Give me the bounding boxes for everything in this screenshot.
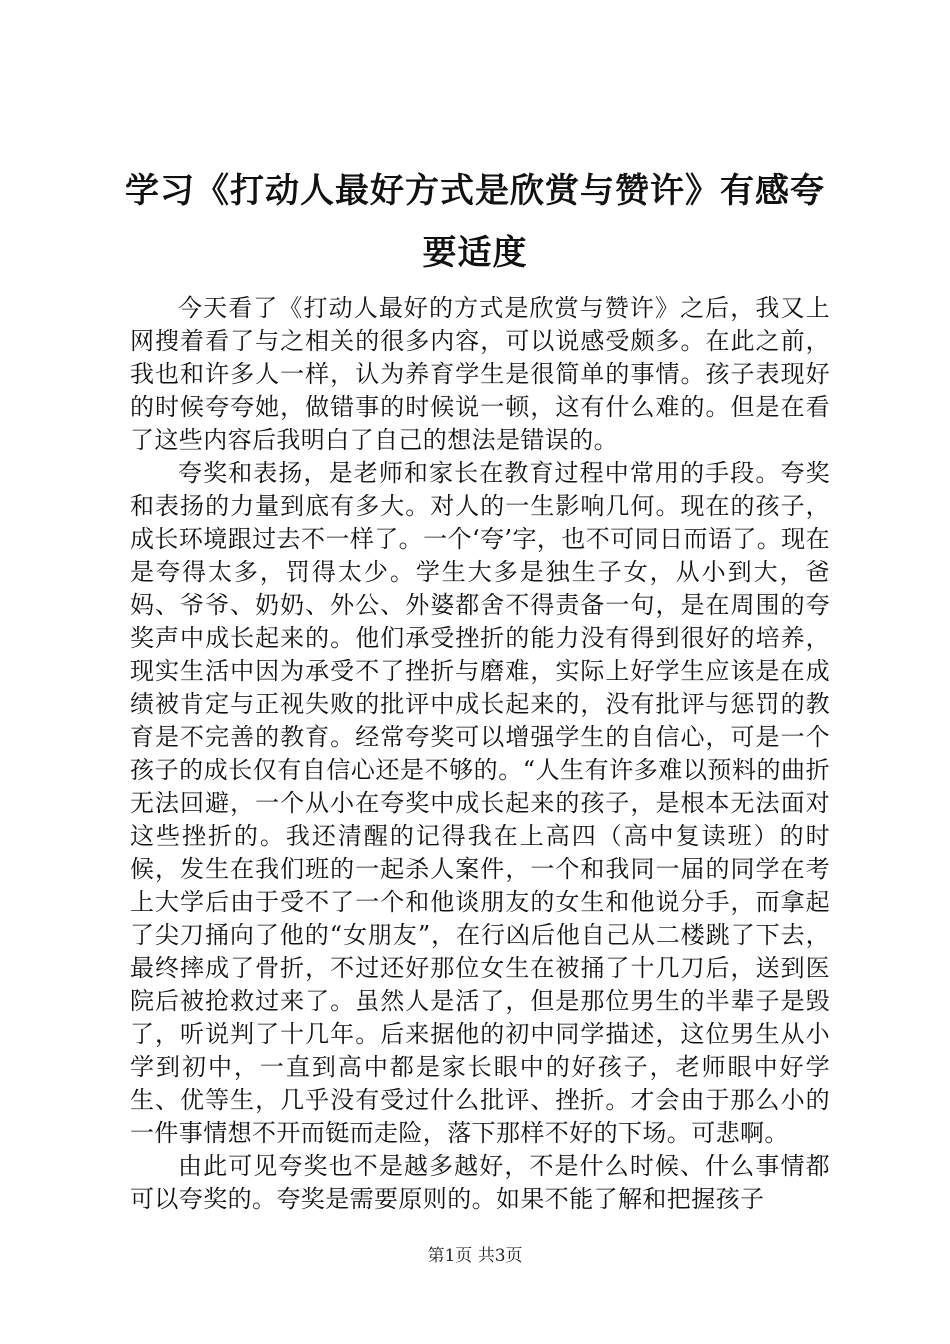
paragraph-1: 今天看了《打动人最好的方式是欣赏与赞许》之后，我又上网搜着看了与之相关的很多内容，可以说感受颇多。在此之前，我也和许多人一样，认为养育学生是很简单的事情。孩子表现好的时候夸夸她，做错事的时候说一顿，这有什么难的。但是在看了这些内容后我明白了自己的想法是错误的。	[130, 294, 830, 454]
document-title: 学习《打动人最好方式是欣赏与赞许》有感夸要适度	[125, 171, 825, 273]
paragraph-2: 夸奖和表扬，是老师和家长在教育过程中常用的手段。夸奖和表扬的力量到底有多大。对人的一生影响几何。现在的孩子，成长环境跟过去不一样了。一个‘夸’字，也不可同日而语了。现在是夸得太多，罚得太少。学生大多是独生子女，从小到大，爸妈、爷爷、奶奶、外公、外婆都舍不得责备一句，是在周围的夸奖声中成长起来的。他们承受挫折的能力没有得到很好的培养，现实生活中因为承受不了挫折与磨难，实际上好学生应该是在成绩被肯定与正视失败的批评中成长起来的，没有批评与惩罚的教育是不完善的教育。经常夸奖可以增强学生的自信心，可是一个孩子的成长仅有自信心还是不够的。“人生有许多难以预料的曲折无法回避，一个从小在夸奖中成长起来的孩子，是根本无法面对这些挫折的。我还清醒的记得我在上高四（高中复读班）的时候，发生在我们班的一起杀人案件，一个和我同一届的同学在考上大学后由于受不了一个和他谈朋友的女生和他说分手，而拿起了尖刀捅向了他的“女朋友”，在行凶后他自己从二楼跳了下去，最终摔成了骨折，不过还好那位女生在被捅了十几刀后，送到医院后被抢救过来了。虽然人是活了，但是那位男生的半辈子是毁了，听说判了十几年。后来据他的初中同学描述，这位男生从小学到初中，一直到高中都是家长眼中的好孩子，老师眼中好学生、优等生，几乎没有受过什么批评、挫折。才会由于那么小的一件事情想不开而铤而走险，落下那样不好的下场。可悲啊。	[130, 459, 830, 1147]
document-body	[130, 292, 830, 1216]
page-footer: 第1页 共3页	[427, 1246, 523, 1266]
paragraph-3: 由此可见夸奖也不是越多越好，不是什么时候、什么事情都可以夸奖的。夸奖是需要原则的。如果不能了解和把握孩子	[130, 1152, 830, 1213]
